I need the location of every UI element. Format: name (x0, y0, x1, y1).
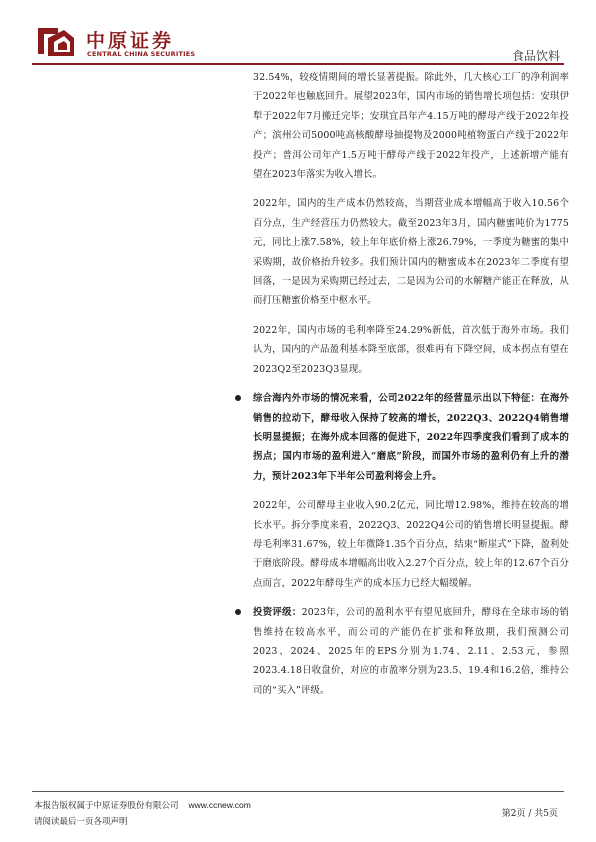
brand-name-cn: 中原证券 (86, 30, 175, 52)
bullet-dot-icon (235, 395, 241, 401)
company-logo-icon (34, 24, 78, 60)
rating-label: 投资评级： (253, 607, 302, 619)
paragraph-yeast-revenue: 2022年，公司酵母主业收入90.2亿元，同比增12.98%，维持在较高的增长水平。拆分季度来看，2022Q3、2022Q4公司的销售增长明显提振。酵母毛利率31.67%，较上年微降1.35个百分点，结束“断崖式”下降，盈利处于磨底阶段。酵母成本增幅高出收入2.27个百分点，较上年的12.67个百分点而言，2022年酵母生产的成本压力已经大幅缓解。 (253, 500, 569, 589)
report-body (253, 68, 569, 700)
bullet-rating (253, 603, 569, 700)
paragraph-capacity: 32.54%，较疫情期间的增长显著提振。除此外，几大核心工厂的净利润率于2022年也触底回升。展望2023年，国内市场的销售增长项包括：安琪伊犁于2022年7月搬迁完毕；安琪宜昌年产4.15万吨的酵母产线于2022年投产；滨州公司5000吨高核酸酵母抽提物及2000吨植物蛋白产线于2022年投产；普洱公司年产1.5万吨干酵母产线于2022年投产，上述新增产能有望在2023年落实为收入增长。 (253, 72, 569, 181)
paragraph-margin: 2022年，国内市场的毛利率降至24.29%新低，首次低于海外市场。我们认为，国内的产品盈利基本降至底部，很难再有下降空间，成本拐点有望在2023Q2至2023Q3显现。 (253, 324, 569, 375)
website-link[interactable]: www.ccnew.com (188, 800, 251, 810)
page-footer (34, 797, 251, 830)
rating-text: 2023年，公司的盈利水平有望见底回升，酵母在全球市场的销售维持在较高水平，而公司的产能仍在扩张和释放期，我们预测公司2023、2024、2025年的EPS分别为1.74、2.11、2.53元，参照2023.4.18日收盘价，对应的市盈率分别为23.5、19.4和16.2倍，维持公司的“买入”评级。 (253, 607, 569, 696)
bullet-summary (253, 389, 569, 486)
disclaimer-note: 请阅读最后一页各项声明 (34, 817, 128, 827)
section-tag: 食品饮料 (511, 49, 560, 63)
paragraph-rating (253, 603, 569, 700)
copyright-notice: 本报告版权属于中原证券股份有限公司 (34, 801, 179, 811)
footer-divider (32, 791, 564, 792)
brand-name-en: CENTRAL CHINA SECURITIES (87, 50, 196, 58)
paragraph-summary: 综合海内外市场的情况来看，公司2022年的经营显示出以下特征：在海外销售的拉动下，酵母收入保持了较高的增长，2022Q3、2022Q4销售增长明显提振；在海外成本回落的促进下，2022年四季度我们看到了成本的拐点；国内市场的盈利进入“磨底”阶段，而国外市场的盈利仍有上升的潜力，预计2023年下半年公司盈利将会上升。 (253, 393, 569, 482)
bullet-dot-icon (235, 609, 241, 615)
page-number: 第2页 / 共5页 (501, 809, 558, 819)
header-divider (32, 63, 564, 65)
paragraph-cost: 2022年，国内的生产成本仍然较高，当期营业成本增幅高于收入10.56个百分点，生产经营压力仍然较大。截至2023年3月，国内糖蜜吨价为1775元，同比上涨7.58%，较上年年底价格上涨26.79%，一季度为糖蜜的集中采购期，故价格抬升较多。我们预计国内的糖蜜成本在2023年二季度有望回落，一是因为采购期已经过去，二是因为公司的水解糖产能正在释放，从而打压糖蜜价格至中枢水平。 (253, 198, 569, 307)
page-header (0, 0, 596, 70)
